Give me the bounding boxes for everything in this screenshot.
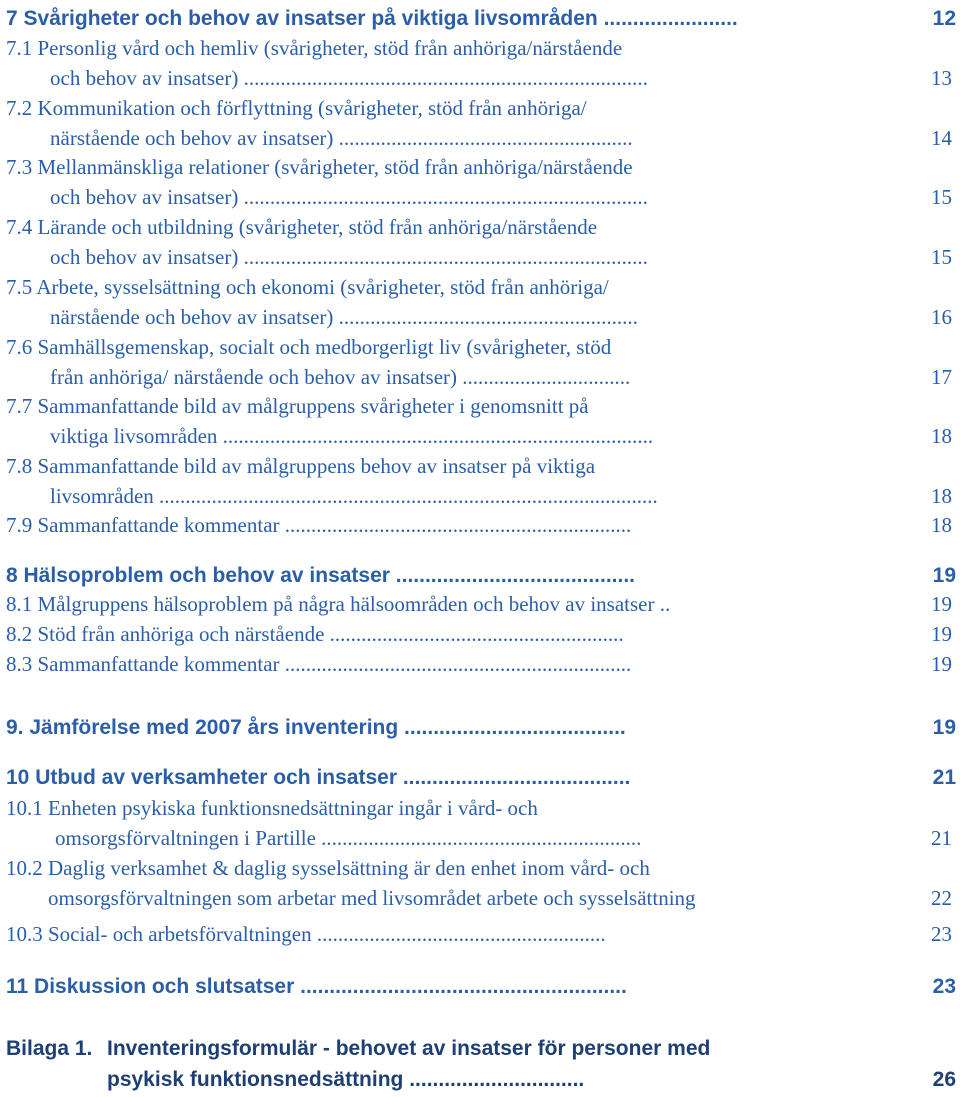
toc-heading-11[interactable]: 11 Diskussion och slutsatser ........................................................ (6, 975, 627, 998)
toc-entry-10-2-cont[interactable]: omsorgsförvaltningen som arbetar med livsområdet arbete och sysselsättning (48, 886, 696, 910)
toc-page-number: 21 (931, 826, 952, 850)
toc-page-number: 19 (932, 564, 956, 587)
toc-page-number: 13 (931, 66, 952, 90)
toc-entry-7-4-cont[interactable]: och behov av insatser) ............................................................................. (50, 245, 648, 269)
toc-entry-7-1[interactable]: 7.1 Personlig vård och hemliv (svårigheter, stöd från anhöriga/närstående (6, 36, 623, 60)
toc-entry-8-2[interactable]: 8.2 Stöd från anhöriga och närstående ........................................................ (6, 622, 624, 646)
toc-page-number: 26 (932, 1068, 956, 1091)
toc-heading-8[interactable]: 8 Hälsoproblem och behov av insatser ......................................... (6, 564, 636, 587)
toc-page-number: 22 (931, 886, 952, 910)
toc-entry-10-1[interactable]: 10.1 Enheten psykiska funktionsnedsättningar ingår i vård- och (6, 796, 538, 820)
toc-page-number: 18 (931, 513, 952, 537)
toc-page-number: 18 (931, 424, 952, 448)
toc-page-number: 15 (931, 245, 952, 269)
toc-entry-7-4[interactable]: 7.4 Lärande och utbildning (svårigheter, stöd från anhöriga/närstående (6, 215, 598, 239)
toc-entry-7-9[interactable]: 7.9 Sammanfattande kommentar .................................................................. (6, 513, 632, 537)
toc-page-number: 23 (932, 975, 956, 998)
toc-entry-7-3-cont[interactable]: och behov av insatser) ............................................................................. (50, 185, 648, 209)
toc-entry-7-2-cont[interactable]: närstående och behov av insatser) ........................................................ (50, 126, 633, 150)
toc-entry-7-6[interactable]: 7.6 Samhällsgemenskap, socialt och medborgerligt liv (svårigheter, stöd (6, 335, 612, 359)
toc-heading-7[interactable]: 7 Svårigheter och behov av insatser på viktiga livsområden ....................... (6, 7, 738, 30)
toc-page-number: 12 (932, 7, 956, 30)
toc-page-number: 21 (932, 766, 956, 789)
toc-page-number: 17 (931, 365, 952, 389)
toc-entry-8-3[interactable]: 8.3 Sammanfattande kommentar .................................................................. (6, 652, 632, 676)
toc-entry-7-7[interactable]: 7.7 Sammanfattande bild av målgruppens svårigheter i genomsnitt på (6, 394, 589, 418)
toc-entry-8-1[interactable]: 8.1 Målgruppens hälsoproblem på några hälsoområden och behov av insatser .. (6, 592, 671, 616)
toc-page-number: 18 (931, 484, 952, 508)
toc-page-number: 19 (931, 592, 952, 616)
toc-page-number: 15 (931, 185, 952, 209)
toc-entry-7-8[interactable]: 7.8 Sammanfattande bild av målgruppens behov av insatser på viktiga (6, 454, 596, 478)
toc-entry-10-3[interactable]: 10.3 Social- och arbetsförvaltningen ....................................................... (6, 922, 606, 946)
toc-entry-10-1-cont[interactable]: omsorgsförvaltningen i Partille ............................................................. (55, 826, 642, 850)
toc-entry-7-6-cont[interactable]: från anhöriga/ närstående och behov av insatser) ................................ (50, 365, 631, 389)
toc-heading-10[interactable]: 10 Utbud av verksamheter och insatser ....................................... (6, 766, 631, 789)
toc-entry-7-8-cont[interactable]: livsområden ............................................................................................... (50, 484, 658, 508)
toc-page-number: 14 (931, 126, 952, 150)
toc-entry-10-2[interactable]: 10.2 Daglig verksamhet & daglig sysselsättning är den enhet inom vård- och (6, 856, 650, 880)
toc-entry-7-5-cont[interactable]: närstående och behov av insatser) ......................................................... (50, 305, 638, 329)
toc-heading-9[interactable]: 9. Jämförelse med 2007 års inventering ...................................... (6, 716, 626, 739)
appendix-label: Bilaga 1. (6, 1037, 93, 1060)
toc-page-number: 19 (931, 652, 952, 676)
toc-page-number: 19 (931, 622, 952, 646)
toc-entry-7-5[interactable]: 7.5 Arbete, sysselsättning och ekonomi (svårigheter, stöd från anhöriga/ (6, 275, 609, 299)
appendix-title[interactable]: Inventeringsformulär - behovet av insatser för personer med (107, 1037, 711, 1060)
appendix-title-cont[interactable]: psykisk funktionsnedsättning .............................. (107, 1068, 585, 1091)
toc-page-number: 19 (932, 716, 956, 739)
toc-page-number: 23 (931, 922, 952, 946)
toc-entry-7-1-cont[interactable]: och behov av insatser) ............................................................................. (50, 66, 648, 90)
toc-entry-7-3[interactable]: 7.3 Mellanmänskliga relationer (svårigheter, stöd från anhöriga/närstående (6, 155, 633, 179)
toc-entry-7-2[interactable]: 7.2 Kommunikation och förflyttning (svårigheter, stöd från anhöriga/ (6, 96, 587, 120)
toc-entry-7-7-cont[interactable]: viktiga livsområden .................................................................................. (50, 424, 654, 448)
toc-page-number: 16 (931, 305, 952, 329)
